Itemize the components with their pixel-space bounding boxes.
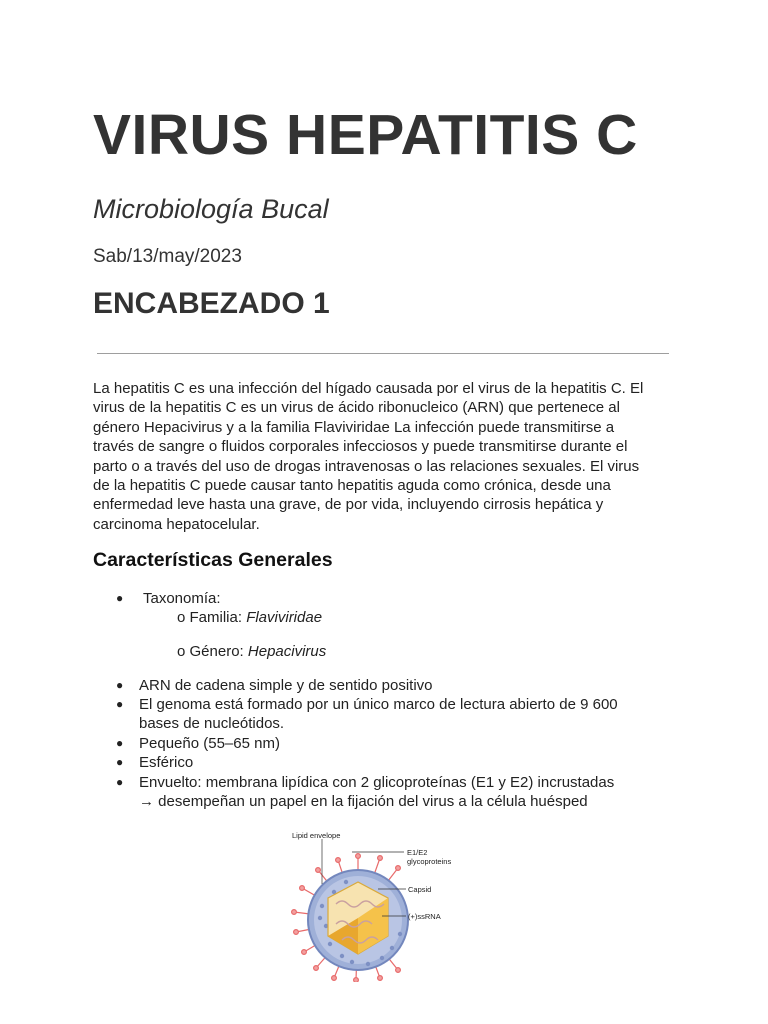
bullet-item: El genoma está formado por un único marco de lectura abierto de 9 600 bases de nucleótidos.	[139, 696, 618, 733]
genus-value: Hepacivirus	[247, 643, 327, 660]
bullet-taxonomy: Taxonomía:	[143, 590, 221, 607]
sub-item-family	[177, 608, 322, 627]
document-subtitle: Microbiología Bucal	[93, 194, 329, 224]
label-glycoproteins: glycoproteins	[407, 857, 452, 866]
bullet-item: Esférico	[139, 754, 194, 771]
section-heading: Características Generales	[93, 549, 333, 571]
horizontal-rule	[97, 353, 669, 354]
bullet-icon: ●	[116, 736, 124, 750]
label-capsid: Capsid	[408, 885, 432, 894]
bullet-icon: ●	[116, 697, 124, 711]
heading-1: ENCABEZADO 1	[93, 287, 330, 320]
bullet-item: Pequeño (55–65 nm)	[139, 735, 280, 752]
family-value: Flaviviridae	[246, 609, 323, 626]
hcv-structure-figure	[282, 826, 470, 982]
bullet-item: Envuelto: membrana lipídica con 2 glicoproteínas (E1 y E2) incrustadas → desempeñan un papel en la fijación del virus a la célula huésped	[139, 774, 615, 811]
sub-item-genus	[177, 642, 326, 661]
document-date: Sab/13/may/2023	[93, 246, 242, 267]
label-lipid-envelope: Lipid envelope	[292, 831, 341, 840]
bullet-icon: ●	[116, 678, 124, 692]
document-title: VIRUS HEPATITIS C	[93, 103, 638, 167]
label-e1e2: E1/E2	[407, 848, 428, 857]
intro-paragraph: La hepatitis C es una infección del hígado causada por el virus de la hepatitis C. El virus de la hepatitis C es un virus de ácido ribonucleico (ARN) que pertenece al género Hepacivirus y a la familia Flaviviridae La infección puede transmitirse a través de sangre o fluidos corporales infecciosos y puede transmitirse durante el parto o a través del uso de drogas intravenosas o las relaciones sexuales. El virus de la hepatitis C puede causar tanto hepatitis aguda como crónica, desde una enfermedad leve hasta una grave, de por vida, incluyendo cirrosis hepática y carcinoma hepatocelular.	[93, 380, 644, 533]
genus-prefix: o Género:	[177, 643, 248, 660]
family-prefix: o Familia:	[177, 609, 247, 626]
bullet-icon: ●	[116, 775, 124, 789]
label-ssrna: (+)ssRNA	[408, 912, 441, 921]
bullet-item: ARN de cadena simple y de sentido positivo	[139, 677, 433, 694]
bullet-icon: ●	[116, 591, 124, 605]
bullet-icon: ●	[116, 755, 124, 769]
